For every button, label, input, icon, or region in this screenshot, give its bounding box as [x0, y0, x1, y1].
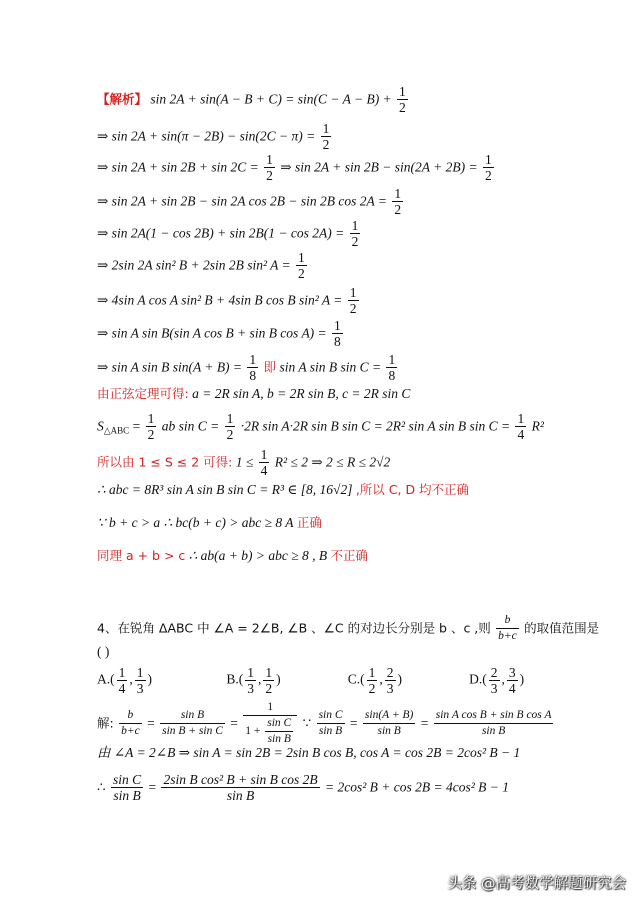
fraction: $\frac{1}{8}$ [388, 352, 396, 383]
fraction: $\frac{b}{b+c}$ [121, 709, 140, 737]
fraction: $\frac{1}{2}$ [266, 152, 273, 183]
fraction: $\frac{1}{2}$ [349, 285, 357, 316]
fraction: $\frac{b}{b+c}$ [498, 614, 517, 642]
fraction: $\frac{3}{4}$ [508, 665, 516, 696]
solution-label: 【解析】 [97, 91, 148, 107]
given-equation: 【解析】 sin 2A + sin(A − B + C) = sin(C − A − B) + $\frac{1}{2}$ [97, 84, 406, 115]
fraction: $\frac{\text{sin C}}{\text{sin B}}$ [318, 709, 343, 737]
answer-paren: ( ) [97, 643, 110, 659]
fraction: $\frac{1}{4}$ [517, 411, 525, 442]
step-1: ⇒ sin 2A + sin(π − 2B) − sin(2C − π) = $\frac{1}{2}$ [97, 121, 330, 152]
fraction: $\frac{1}{2}$ [351, 218, 359, 249]
option-c[interactable]: C.( $\frac{1}{2}$ , $\frac{2}{3}$ ) [347, 665, 403, 696]
abc-line: ∴ abc = 8R³ sin A sin B sin C = R³ ∈ [8, 16√2] ,所以 C, D 均不正确 [97, 481, 470, 497]
option-b[interactable]: B.( $\frac{1}{3}$ , $\frac{1}{2}$ ) [226, 665, 281, 696]
answer-line-3: ∴ $\frac{\text{sin C}}{\text{sin B}}$ = $\frac{\text{2sin B cos² B + sin B cos 2B}}{\text{sin B}}$ = 2cos² B + cos 2B = 4cos² B − 1 [97, 772, 510, 803]
fraction: $\frac{\text{2sin B cos² B + sin B cos 2B}}{\text{sin B}}$ [163, 772, 318, 803]
fraction: $\frac{1}{2}$ [265, 665, 273, 696]
bc-line: ∵ b + c > a ∴ bc(b + c) > abc ≥ 8 A 正确 [97, 514, 322, 530]
fraction: $\frac{\text{sin A cos B + sin B cos A}}{\text{sin B}}$ [435, 709, 552, 737]
option-d[interactable]: D.( $\frac{2}{3}$ , $\frac{3}{4}$ ) [469, 665, 525, 696]
fraction: $\frac{\text{sin B}}{\text{sin B + sin C}}$ [162, 709, 223, 737]
fraction: $\frac{1}{4}$ [260, 447, 268, 478]
step-4: ⇒ sin 2A(1 − cos 2B) + sin 2B(1 − cos 2A) = $\frac{1}{2}$ [97, 218, 359, 249]
fraction: $\frac{1}{8}$ [334, 318, 341, 349]
step-7: ⇒ sin A sin B(sin A cos B + sin B cos A) = $\frac{1}{8}$ [97, 318, 341, 349]
step-3: ⇒ sin 2A + sin 2B − sin 2A cos 2B − sin 2B cos 2A = $\frac{1}{2}$ [97, 186, 402, 217]
answer-line-2: 由 ∠A = 2∠B ⇒ sin A = sin 2B = 2sin B cos B, cos A = cos 2B = 2cos² B − 1 [97, 744, 521, 760]
step-5: ⇒ 2sin 2A sin² B + 2sin 2B sin² A = $\frac{1}{2}$ [97, 250, 305, 281]
fraction: $\frac{1}{2}$ [399, 84, 406, 115]
options [97, 665, 537, 696]
fraction: $\frac{1}{8}$ [249, 352, 257, 383]
answer-line-1: 解: $\frac{b}{b+c}$ = $\frac{\text{sin B}}{\text{sin B + sin C}}$ = 1 1 + $\frac{\text{sin C}}{\text{sin B}}$ ∵ $\frac{\text{sin C}}{\text{sin B}}$ = $\frac{\sin(A + B)}{\text{sin B}}$ = $\frac{\text{sin A cos B + sin B cos A}}{\text{sin B}}$ [97, 701, 552, 745]
step-2: ⇒ sin 2A + sin 2B + sin 2C = $\frac{1}{2}$ ⇒ sin 2A + sin 2B − sin(2A + 2B) = $\frac{1}{2}$ [97, 152, 492, 183]
fraction: $\frac{1}{2}$ [298, 250, 305, 281]
fraction: $\frac{1}{2}$ [484, 152, 492, 183]
area-formula: $S_{\triangle ABC}$ = $\frac{1}{2}$ ab sin C = $\frac{1}{2}$ ·2R sin A·2R sin B sin C = 2R² sin A sin B sin C = $\frac{1}{4}$ R² [97, 411, 544, 442]
fraction: $\frac{1}{4}$ [118, 665, 126, 696]
fraction: 1 1 + $\frac{\text{sin C}}{\text{sin B}}$ [243, 700, 297, 747]
sine-rule: 由正弦定理可得: a = 2R sin A, b = 2R sin B, c = 2R sin C [97, 385, 411, 401]
fraction: $\frac{1}{3}$ [247, 665, 255, 696]
range-line: 所以由 1 ≤ S ≤ 2 可得: 1 ≤ $\frac{1}{4}$ R² ≤ 2 ⇒ 2 ≤ R ≤ 2√2 [97, 447, 391, 478]
option-a[interactable]: A.( $\frac{1}{4}$ , $\frac{1}{3}$ ) [97, 665, 152, 696]
fraction: $\frac{1}{2}$ [368, 665, 376, 696]
fraction: $\frac{1}{2}$ [147, 411, 155, 442]
watermark: 头条 @高考数学解题研究会 [447, 876, 626, 892]
fraction: $\frac{2}{3}$ [386, 665, 394, 696]
fraction: $\frac{\text{sin C}}{\text{sin B}}$ [112, 772, 142, 803]
step-6: ⇒ 4sin A cos A sin² B + 4sin B cos B sin² A = $\frac{1}{2}$ [97, 285, 357, 316]
fraction: $\frac{\sin(A + B)}{\text{sin B}}$ [364, 709, 414, 737]
fraction: $\frac{1}{2}$ [226, 411, 234, 442]
step-8: ⇒ sin A sin B sin(A + B) = $\frac{1}{8}$ 即 sin A sin B sin C = $\frac{1}{8}$ [97, 352, 396, 383]
ab-line: 同理 a + b > c ∴ ab(a + b) > abc ≥ 8 , B 不正确 [97, 547, 369, 563]
fraction: $\frac{1}{3}$ [136, 665, 144, 696]
fraction: $\frac{1}{2}$ [322, 121, 330, 152]
fraction: $\frac{2}{3}$ [490, 665, 498, 696]
problem-stem: 4、在锐角 ΔABC 中 ∠A = 2∠B, ∠B 、∠C 的对边长分别是 b 、c ,则 $\frac{b}{b+c}$ 的取值范围是 [97, 614, 600, 642]
fraction: $\frac{1}{2}$ [394, 186, 402, 217]
fraction: $\frac{\text{sin C}}{\text{sin B}}$ [267, 717, 292, 745]
